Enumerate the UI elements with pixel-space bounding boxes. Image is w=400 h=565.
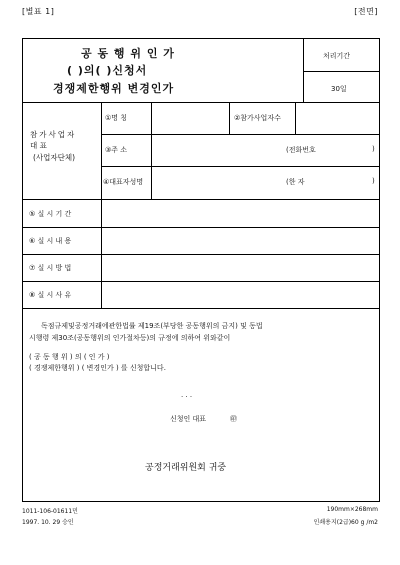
statement-line-3: ( 공 동 행 위 ) 의 ( 인 가 ) (29, 353, 110, 361)
statement-line-1: 독점규제및공정거래에관한법률 제19조(부당한 공동행위의 금지) 및 동법 (41, 322, 263, 330)
name-field[interactable] (152, 103, 228, 133)
paper-size: 190mm×268mm (326, 506, 378, 513)
form-frame (22, 38, 380, 502)
reason-field[interactable] (102, 282, 379, 307)
content-label: ⑥ 실 시 내 용 (29, 237, 72, 245)
method-label: ⑦ 실 시 방 법 (29, 264, 72, 272)
period-field[interactable] (102, 200, 379, 226)
representative-label: ④대표자성명 (103, 178, 144, 186)
method-field[interactable] (102, 255, 379, 280)
phone-label: (전화번호 (286, 146, 316, 154)
content-field[interactable] (102, 228, 379, 253)
applicant-label-rep: 대 표 (30, 141, 47, 150)
phone-close: ) (372, 145, 375, 153)
side-marker: [전면] (354, 7, 378, 16)
title-line-1: 공 동 행 위 인 가 (81, 47, 175, 60)
participant-count-field[interactable] (296, 103, 378, 133)
form-number: [별표 1] (22, 7, 55, 16)
processing-period-value: 30일 (331, 85, 347, 93)
paper-type: 인쇄용지(2급)60 g /m2 (313, 519, 378, 526)
title-line-2: ( )의( )신청서 (67, 64, 148, 77)
address-field[interactable] (152, 135, 282, 165)
hanja-label: (한 자 (286, 178, 305, 186)
representative-field[interactable] (152, 167, 282, 198)
signer-label: 신청인 대표 (170, 415, 207, 423)
hanja-close: ) (372, 177, 375, 185)
processing-period-label: 처리기간 (323, 52, 351, 60)
seal-icon: ㊞ (230, 415, 237, 423)
recipient: 공정거래위원회 귀중 (145, 463, 227, 473)
approval-date: 1997. 10. 29 승인 (22, 519, 74, 526)
date-line: . . . (181, 391, 193, 399)
reason-label: ⑧ 실 시 사 유 (29, 291, 72, 299)
participant-count-label: ②참가사업자수 (234, 114, 281, 122)
statement-line-4: ( 경쟁제한행위 ) ( 변경인가 ) 를 신청합니다. (29, 364, 166, 372)
title-line-3: 경쟁제한행위 변경인가 (53, 82, 175, 95)
form-code: 1011-106-01611민 (22, 508, 78, 515)
address-label: ③주 소 (105, 146, 128, 154)
statement-line-2: 시행령 제30조(공동행위의 인가절차등)의 규정에 의하여 위와같이 (29, 334, 231, 342)
applicant-label: 참가사업자 (30, 130, 77, 139)
name-label: ①명 칭 (105, 114, 128, 122)
period-label: ⑤ 실 시 기 간 (29, 210, 72, 218)
applicant-label-org: (사업자단체) (33, 153, 76, 162)
